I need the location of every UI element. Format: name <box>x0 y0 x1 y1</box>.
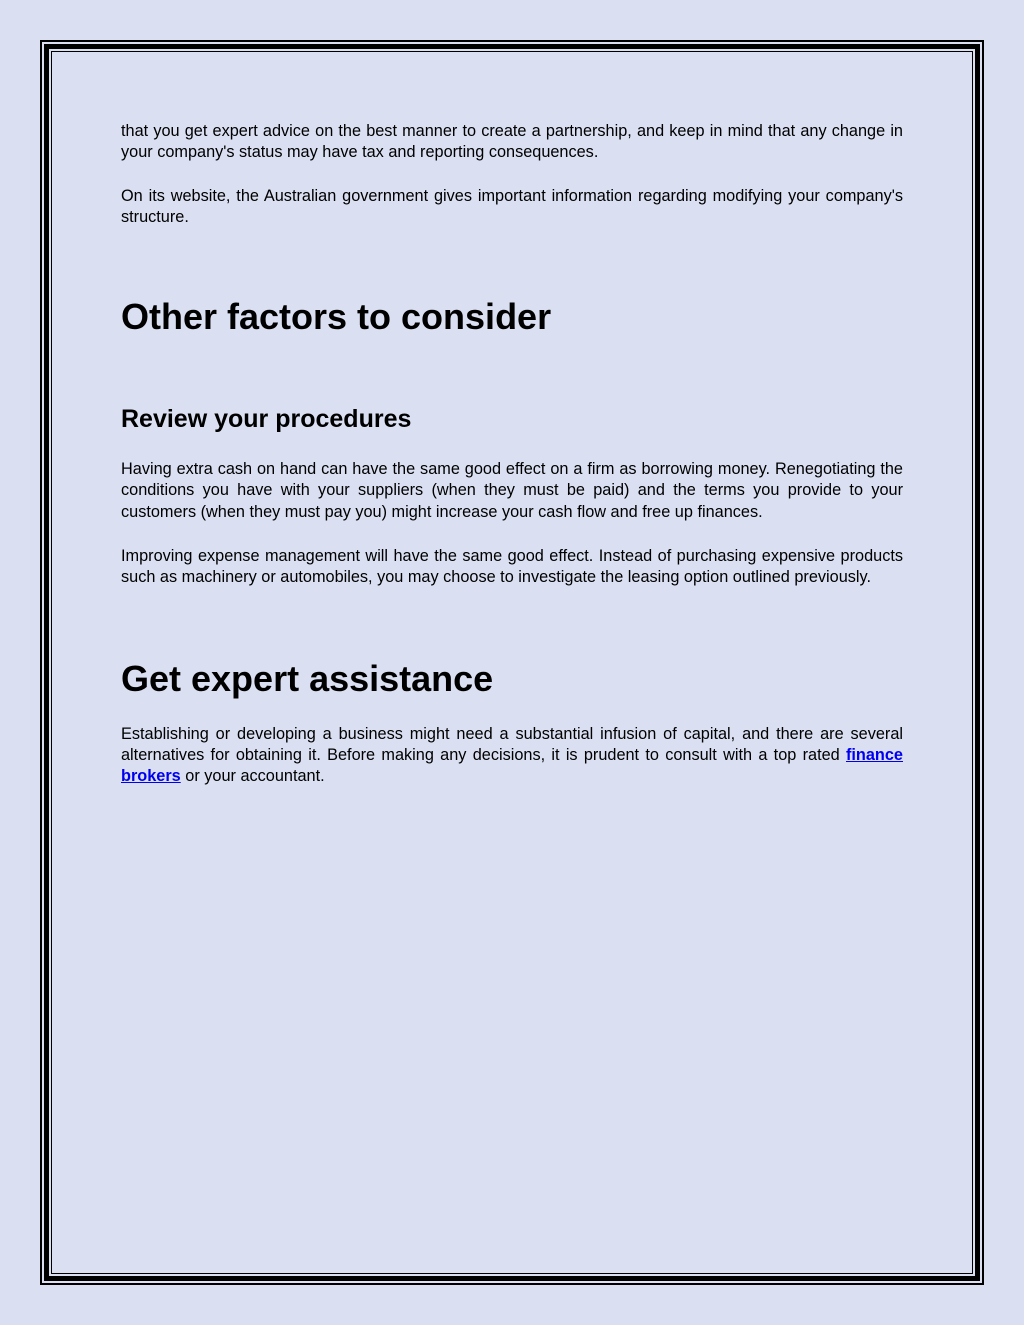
finance-brokers-link[interactable]: finance brokers <box>121 745 903 786</box>
document-body <box>121 121 903 788</box>
heading-get-expert-assistance: Get expert assistance <box>121 657 494 699</box>
paragraph-partnership-advice: that you get expert advice on the best manner to create a partnership, and keep in mind that any change in your company's status may have tax and reporting consequences. <box>121 122 903 162</box>
subheading-review-procedures: Review your procedures <box>121 405 412 434</box>
paragraph-text-before-link: Establishing or developing a business might need a substantial infusion of capital, and there are several alternatives for obtaining it. Before making any decisions, it is prudent to consult with a top rated <box>121 724 903 764</box>
paragraph-text-after-link: or your accountant. <box>180 767 325 786</box>
paragraph-government-website: On its website, the Australian government gives important information regarding modifying your company's structure. <box>121 186 903 226</box>
paragraph-expense-management: Improving expense management will have the same good effect. Instead of purchasing expensive products such as machinery or automobiles, you may choose to investigate the leasing option outlined previously. <box>121 547 903 587</box>
heading-other-factors: Other factors to consider <box>121 296 552 338</box>
paragraph-establishing-business <box>121 724 903 788</box>
paragraph-extra-cash: Having extra cash on hand can have the same good effect on a firm as borrowing money. Renegotiating the conditions you have with your suppliers (when they must be paid) and the terms you provide to your customers (when they must pay you) might increase your cash flow and free up finances. <box>121 460 903 521</box>
